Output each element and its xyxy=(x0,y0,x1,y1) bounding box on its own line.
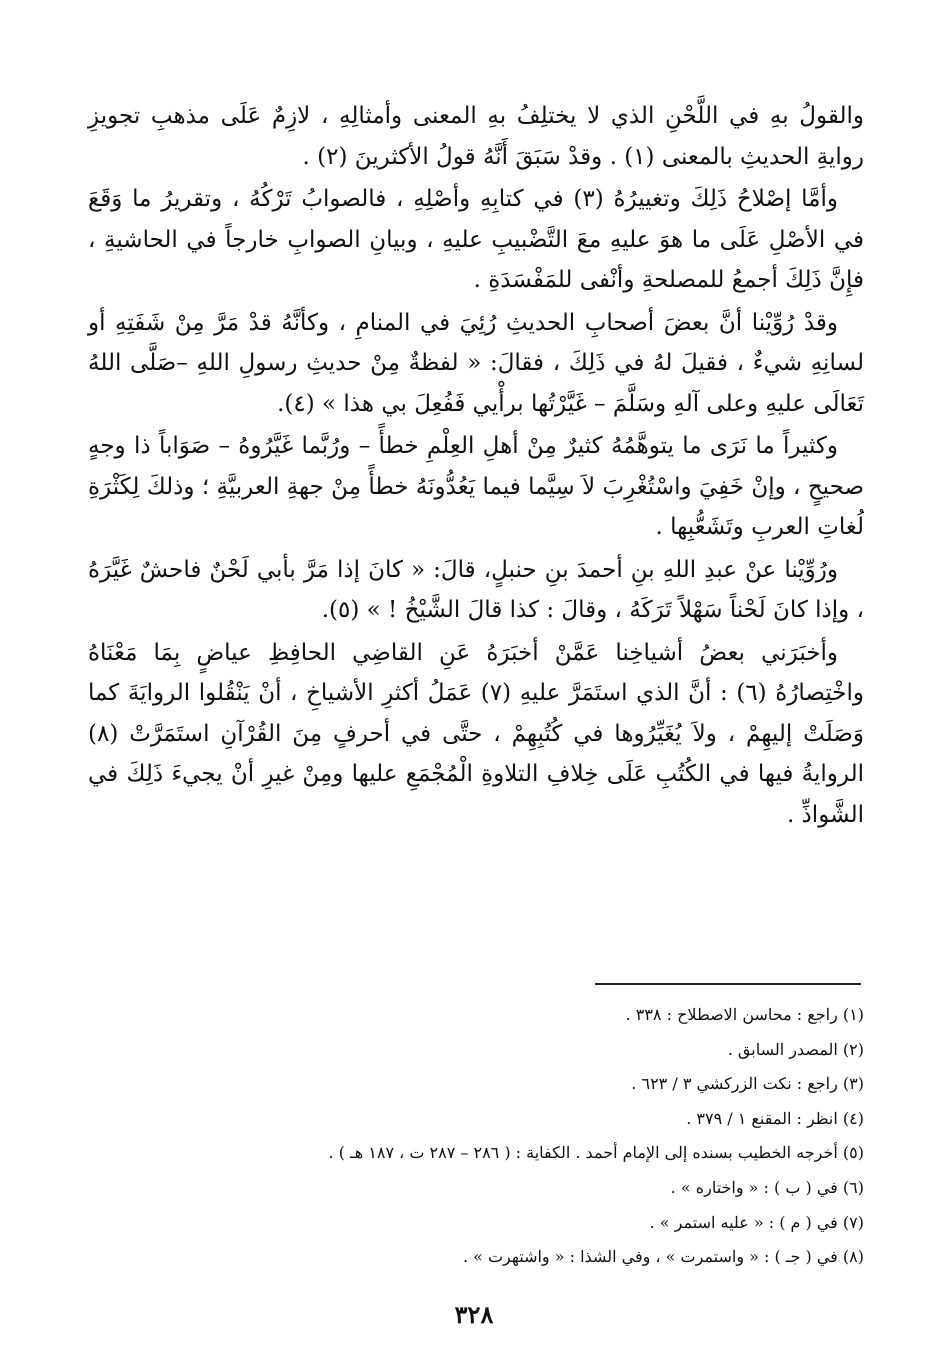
paragraph-1: والقولُ بهِ في اللَّحْنِ الذي لا يختلِفُ بهِ المعنى وأمثالِهِ ، لازِمٌ عَلَى مذهبِ تجويزِ روايةِ الحديثِ بالمعنى (١) . وقدْ سَبَقَ أَنَّهُ قولُ الأكثرينَ (٢) . xyxy=(88,103,864,170)
paragraph-2: وأمَّا إصْلاحُ ذَلِكَ وتغييرُهُ (٣) في كتابِهِ وأصْلِهِ ، فالصوابُ تَرْكُهُ ، وتقريرُ ما وَقَعَ في الأصْلِ عَلَى ما هوَ عليهِ معَ التَّضْبيبِ عليهِ ، وبيانِ الصوابِ خارجاً في الحاشيةِ ، فإِنَّ ذَلِكَ أجمعُ للمصلحةِ وأنْفى للمَفْسَدَةِ . xyxy=(88,186,864,293)
paragraph-6: وأخبَرَني بعضُ أشياخِنا عَمَّنْ أخبَرَهُ عَنِ القاضِي الحافِظِ عياضٍ بِمَا مَعْنَاهُ واخْتِصارُهُ (٦) : أنَّ الذي استَمَرَّ عليهِ (٧) عَمَلُ أكثرِ الأشياخِ ، أنْ يَنْقُلوا الروايَةَ كما وَصَلَتْ إليهِمْ ، ولاَ يُغَيِّرُوها في كُتُبِهِمْ ، حتَّى في أحرفٍ مِنَ القُرْآنِ استَمَرَّتْ (٨) الروايةُ فيها في الكُتُبِ عَلَى خِلافِ التلاوةِ الْمُجْمَعِ عليها ومِنْ غيرِ أنْ يجيءَ ذَلِكَ في الشَّواذِّ . xyxy=(88,639,864,828)
paragraph-4: وكثيراً ما نَرَى ما يتوهَّمُهُ كثيرٌ مِنْ أهلِ العِلْمِ خطأً – ورُبَّما غَيَّرُوهُ – صَوَاباً ذا وجهٍ صحيحٍ ، وإنْ خَفِيَ واسْتُغْرِبَ لاَ سِيَّما فيما يَعُدُّونَهُ خطأً مِنْ جهةِ العربيَّةِ ؛ وذلكَ لِكَثْرَةِ لُغاتِ العربِ وتَشَعُّبِها . xyxy=(88,433,864,540)
paragraph-5: ورُوِّيْنا عنْ عبدِ اللهِ بنِ أحمدَ بنِ حنبلٍ، قالَ: « كانَ إذا مَرَّ بأبي لَحْنٌ فاحشٌ غَيَّرَهُ ، وإذا كانَ لَحْناً سَهْلاً تَرَكَهُ ، وقالَ : كذا قالَ الشَّيْخُ ! » (٥). xyxy=(88,556,864,623)
footnote-5: (٥) أخرجه الخطيب بسنده إلى الإمام أحمد . الكفاية : ( ٢٨٦ – ٢٨٧ ت ، ١٨٧ هـ ) . xyxy=(328,1143,864,1163)
footnote-6: (٦) في ( ب ) : « واختاره » . xyxy=(670,1177,864,1197)
page-number: ٣٢٨ xyxy=(454,1300,494,1329)
paragraph-3: وقدْ رُوِّيْنا أنَّ بعضَ أصحابِ الحديثِ رُئِيَ في المنامِ ، وكأنَّهُ قدْ مَرَّ مِنْ شَفَتِهِ أو لسانِهِ شيءٌ ، فقيلَ لهُ في ذَلِكَ ، فقالَ: « لفظةٌ مِنْ حديثِ رسولِ اللهِ –صَلَّى اللهُ تَعَالَى عليهِ وعلى آلهِ وسَلَّمَ – غَيَّرْتُها برأْيي فَفُعِلَ بي هذا » (٤). xyxy=(88,309,864,417)
footnote-7: (٧) في ( م ) : « عليه استمر » . xyxy=(649,1212,864,1232)
body-text xyxy=(88,96,864,837)
footnote-4: (٤) انظر : المقنع ١ / ٣٧٩ . xyxy=(686,1108,864,1128)
footnote-1: (١) راجع : محاسن الاصطلاح : ٣٣٨ . xyxy=(625,1005,864,1024)
footnotes xyxy=(200,998,864,1275)
footnote-8: (٨) في ( جـ ) : « واستمرت » ، وفي الشذا : « واشتهرت » . xyxy=(462,1247,864,1267)
footnote-separator xyxy=(595,983,861,985)
footnote-3: (٣) راجع : نكت الزركشي ٣ / ٦٢٣ . xyxy=(631,1074,864,1094)
footnote-2: (٢) المصدر السابق . xyxy=(727,1039,864,1059)
